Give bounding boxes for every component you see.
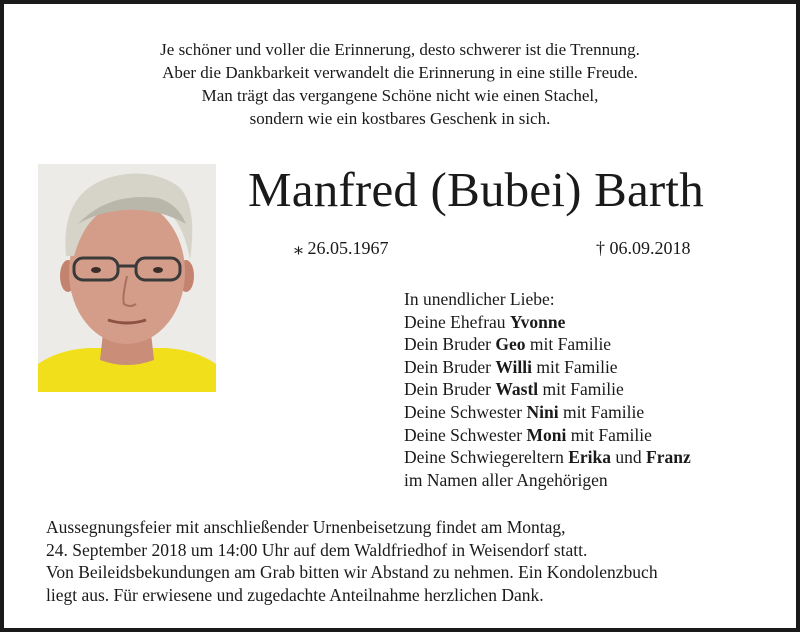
funeral-notice [46,516,658,606]
notice-line: 24. September 2018 um 14:00 Uhr auf dem Waldfriedhof in Weisendorf statt. [46,539,588,560]
portrait-photo [38,164,216,392]
notice-line: Aussegnungsfeier mit anschließender Urnenbeisetzung findet am Montag, [46,517,566,537]
mourner-line: Deine Schwester Nini mit Familie [404,401,645,422]
poem-line: sondern wie ein kostbares Geschenk in sich. [249,109,551,128]
mourner-line: Dein Bruder Geo mit Familie [404,334,612,355]
deceased-name: Manfred (Bubei) Barth [248,162,704,217]
notice-line: liegt aus. Für erwiesene und zugedachte Anteilnahme herzlichen Dank. [46,584,544,605]
poem-line: Aber die Dankbarkeit verwandelt die Erinnerung in eine stille Freude. [162,63,638,82]
poem-line: Man trägt das vergangene Schöne nicht wie einen Stachel, [201,86,599,105]
notice-line: Von Beileidsbekundungen am Grab bitten wir Abstand zu nehmen. Ein Kondolenzbuch [46,562,658,583]
mourners-intro: In unendlicher Liebe: [404,289,555,309]
memorial-poem [4,38,796,130]
mourner-line: Deine Schwester Moni mit Familie [404,424,652,445]
mourners-closing: im Namen aller Angehörigen [404,469,608,490]
death-date: † 06.09.2018 [596,238,691,258]
mourner-line: Deine Schwiegereltern Erika und Franz [404,447,691,468]
poem-line: Je schöner und voller die Erinnerung, desto schwerer ist die Trennung. [160,40,640,59]
mourner-line: Deine Ehefrau Yvonne [404,311,566,332]
birth-date: ⁎ 26.05.1967 [294,238,389,258]
mourners-list [404,288,691,491]
mourner-line: Dein Bruder Wastl mit Familie [404,379,624,400]
mourner-line: Dein Bruder Willi mit Familie [404,356,618,377]
